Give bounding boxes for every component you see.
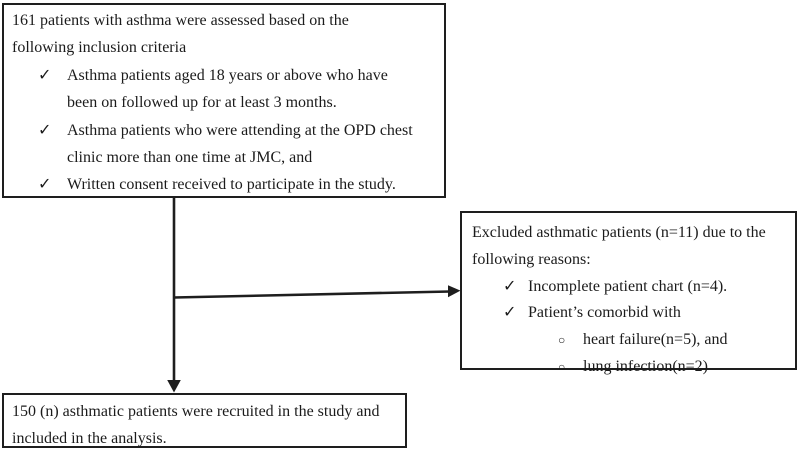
comorbidity-sub-text: heart failure(n=5), and (583, 331, 728, 349)
check-icon: ✓ (38, 176, 52, 194)
excluded-intro-line: Excluded asthmatic patients (n=11) due to the (472, 224, 766, 241)
exclusion-reason-text: Patient’s comorbid with (528, 304, 681, 322)
inclusion-criterion-item (12, 171, 440, 198)
excluded-patients-box (460, 211, 797, 375)
assessed-intro-line: following inclusion criteria (12, 39, 187, 57)
circle-bullet-icon: ○ (558, 359, 566, 374)
recruited-patients-box (2, 393, 407, 448)
assessed-intro-line: 161 patients with asthma were assessed based on the (12, 12, 349, 29)
circle-bullet-icon: ○ (558, 333, 566, 348)
check-icon: ✓ (503, 277, 517, 295)
comorbidity-sub-item (472, 327, 791, 354)
inclusion-criterion-text: Asthma patients who were attending at the OPD chest clinic more than one time at JMC, and (67, 121, 413, 167)
recruited-text-line: included in the analysis. (12, 429, 167, 447)
arrow-down-icon (167, 380, 181, 393)
exclusion-reason-text: Incomplete patient chart (n=4). (528, 277, 728, 295)
arrow-right-icon (448, 285, 461, 297)
check-icon: ✓ (38, 121, 52, 139)
excluded-intro-line: following reasons: (472, 250, 591, 268)
check-icon: ✓ (38, 66, 52, 84)
inclusion-criterion-text: Asthma patients aged 18 years or above who have been on followed up for at least 3 months. (67, 66, 388, 112)
recruited-text-line: 150 (n) asthmatic patients were recruited in the study and (12, 403, 380, 420)
exclusion-reason-item (472, 274, 791, 301)
inclusion-criterion-item (12, 117, 440, 172)
exclusion-reason-item (472, 300, 791, 327)
inclusion-criterion-item (12, 62, 440, 117)
inclusion-criterion-text: Written consent received to participate in the study. (67, 176, 396, 194)
assessed-patients-box (2, 3, 446, 198)
comorbidity-sub-text: lung infection(n=2) (583, 357, 708, 375)
connector-horizontal-line (174, 292, 450, 298)
check-icon: ✓ (503, 304, 517, 322)
comorbidity-sub-item (472, 354, 791, 381)
